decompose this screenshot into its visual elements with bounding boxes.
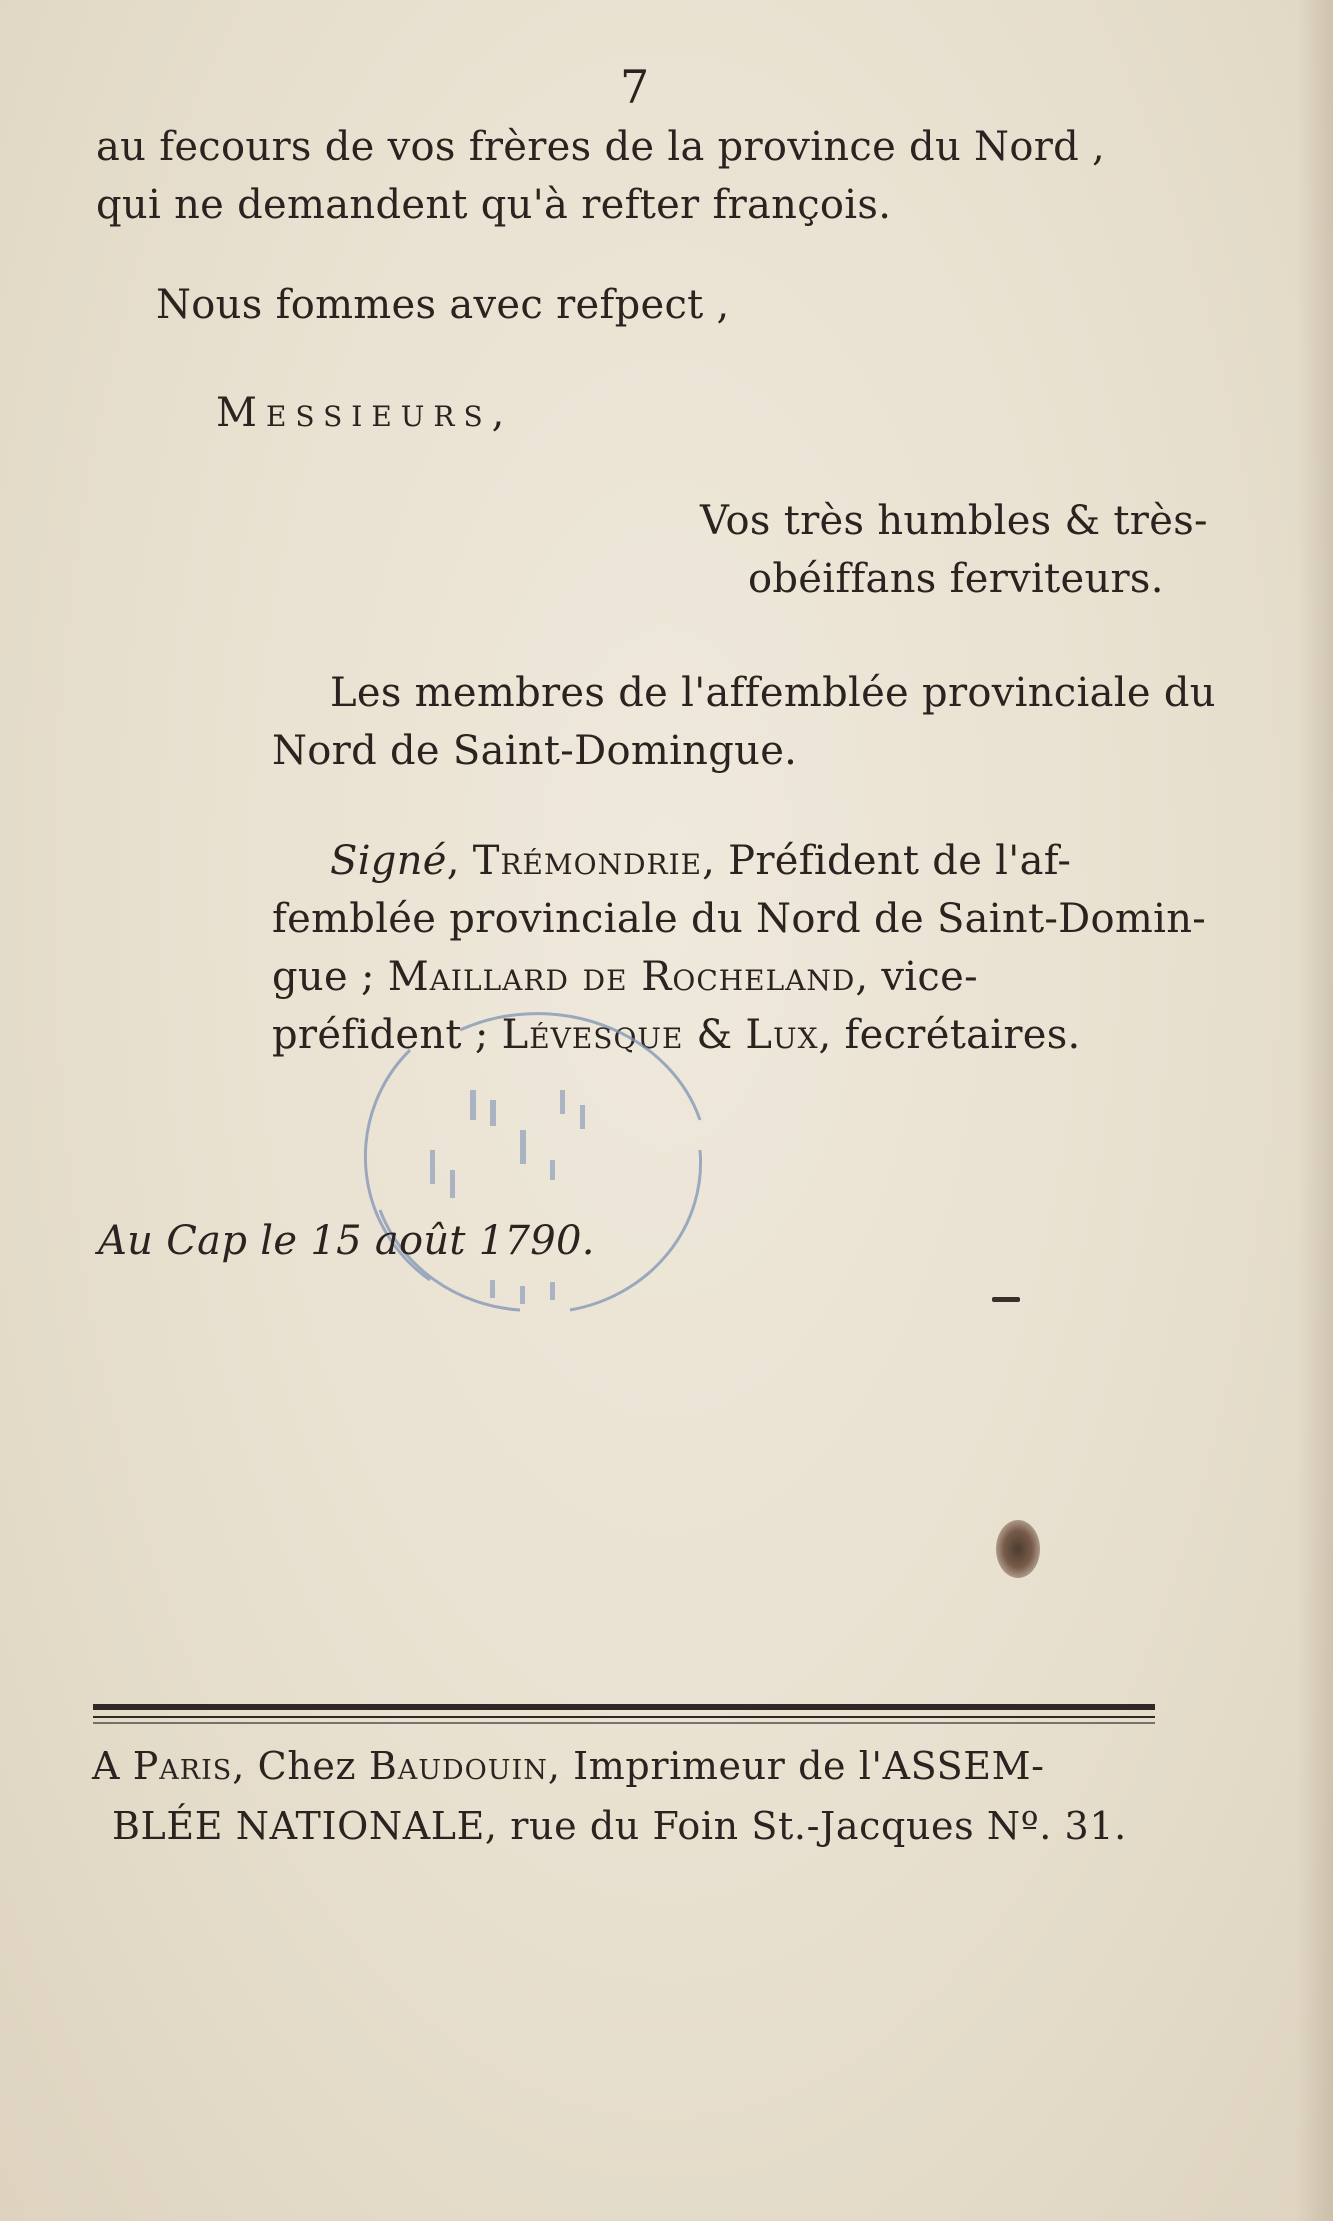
- ink-mark: [992, 1297, 1020, 1302]
- valediction-line: Vos très humbles & très-: [700, 498, 1208, 544]
- signe-label: Signé: [330, 838, 447, 884]
- salutation: Messieurs,: [216, 390, 514, 436]
- imprint-text: A: [92, 1744, 121, 1788]
- signature-line: [272, 954, 978, 1000]
- imprint-printer: Baudouin: [368, 1744, 548, 1788]
- imprint-line: BLÉE NATIONALE, rue du Foin St.-Jacques Nº. 31.: [112, 1804, 1127, 1848]
- page-number: 7: [620, 60, 650, 114]
- signature-text: gue ;: [272, 954, 375, 1000]
- signatory-name: Maillard de Rocheland: [387, 954, 856, 1000]
- library-stamp: [320, 1010, 780, 1340]
- imprint-city: Paris: [132, 1744, 233, 1788]
- separator-rule: [93, 1704, 1155, 1710]
- members-line: Les membres de l'affemblée provinciale du: [330, 670, 1216, 716]
- text-line: au fecours de vos frères de la province du Nord ,: [96, 124, 1106, 170]
- signature-text: , fecrétaires.: [818, 1012, 1081, 1058]
- ink-blot: [996, 1520, 1040, 1578]
- imprint-text: , Chez: [232, 1744, 357, 1788]
- signature-text: , vice-: [855, 954, 978, 1000]
- signature-line: Signé, Trémondrie, Préfident de l'af-: [330, 838, 1072, 884]
- imprint-text: , Imprimeur de l'ASSEM-: [547, 1744, 1045, 1788]
- page-edge-shadow: [1297, 0, 1333, 2221]
- ampersand: &: [696, 1012, 733, 1058]
- signatory-name: Trémondrie: [472, 838, 703, 884]
- signature-line: femblée provinciale du Nord de Saint-Domin-: [272, 896, 1207, 942]
- text-line: qui ne demandent qu'à refter françois.: [96, 182, 892, 228]
- signature-text: préfident ;: [272, 1012, 489, 1058]
- separator-rule: [93, 1722, 1155, 1724]
- signatory-name: Lévesque: [501, 1012, 684, 1058]
- dateline: Au Cap le 15 août 1790.: [98, 1218, 595, 1264]
- closing-formula: Nous fommes avec refpect ,: [156, 282, 730, 328]
- signatory-name: Lux: [745, 1012, 819, 1058]
- valediction-line: obéiffans ferviteurs.: [748, 556, 1164, 602]
- signature-text: , Préfident de l'af-: [702, 838, 1072, 884]
- members-line: Nord de Saint-Domingue.: [272, 728, 798, 774]
- separator-rule: [93, 1716, 1155, 1718]
- imprint-line: [92, 1744, 1045, 1788]
